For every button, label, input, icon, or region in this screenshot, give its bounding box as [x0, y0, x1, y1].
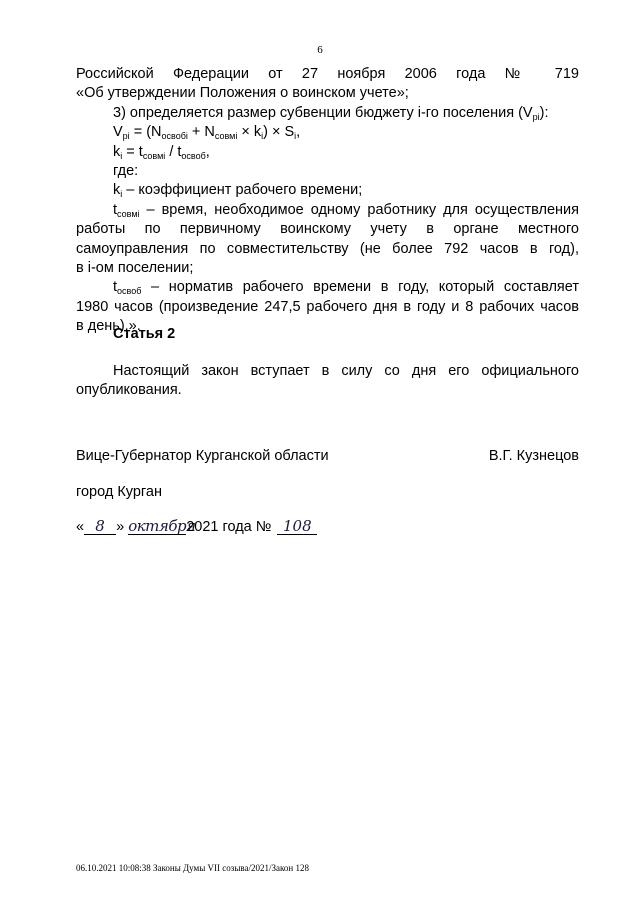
body-line: работы по первичному воинскому учету в органе местного: [76, 221, 579, 238]
body-line: Российской Федерации от 27 ноября 2006 года № 719: [76, 66, 579, 82]
definition-ki: $k_i$ – коэффициент рабочего времени;: [113, 182, 363, 200]
body-line: в день).».: [76, 318, 141, 335]
handwritten-month: октября: [128, 517, 196, 535]
where-label: где:: [113, 163, 139, 180]
body-line: самоуправления по совместительству (не более 792 часов в год),: [76, 240, 579, 257]
handwritten-day: 8: [84, 518, 116, 535]
open-quote: «: [76, 519, 85, 535]
article-title: Статья 2: [113, 326, 176, 342]
year-text: 2021 года №: [186, 519, 272, 535]
body-line: «Об утверждении Положения о воинском учете»;: [76, 85, 409, 102]
document-body: [76, 65, 579, 337]
close-quote: »: [116, 519, 125, 535]
item-3: 3) определяется размер субвенции бюджету i-го поселения $(V_{pi})$:: [113, 104, 549, 122]
formula-subvention: $V_{pi} = (N_{освобi} + N_{совмi} \times k_i) \times S_i$,: [113, 124, 301, 142]
page-number: 6: [317, 44, 323, 56]
body-line: в i-ом поселении;: [76, 260, 194, 277]
article-line: Настоящий закон вступает в силу со дня его официального: [113, 363, 579, 379]
article-line: опубликования.: [76, 382, 182, 399]
date-line: [76, 518, 317, 535]
footer-stamp: 06.10.2021 10:08:38 Законы Думы VII созыва/2021/Закон 128: [76, 863, 309, 873]
signatory-position: Вице-Губернатор Курганской области: [76, 448, 329, 464]
formula-coefficient: $k_i = t_{совмi} / t_{освоб}$,: [113, 143, 210, 161]
signatory-name: В.Г. Кузнецов: [488, 448, 579, 464]
body-line: 1980 часов (произведение 247,5 рабочего дня в году и 8 рабочих часов: [76, 298, 579, 315]
handwritten-law-number: 108: [277, 518, 317, 535]
article-text: [76, 362, 579, 401]
definition-t-sovm: $t_{совмi}$ – время, необходимое одному работнику для осуществления: [113, 201, 579, 219]
definition-t-osvob: $t_{освоб}$ – норматив рабочего времени в году, который составляет: [113, 279, 579, 297]
city: город Курган: [76, 484, 162, 500]
